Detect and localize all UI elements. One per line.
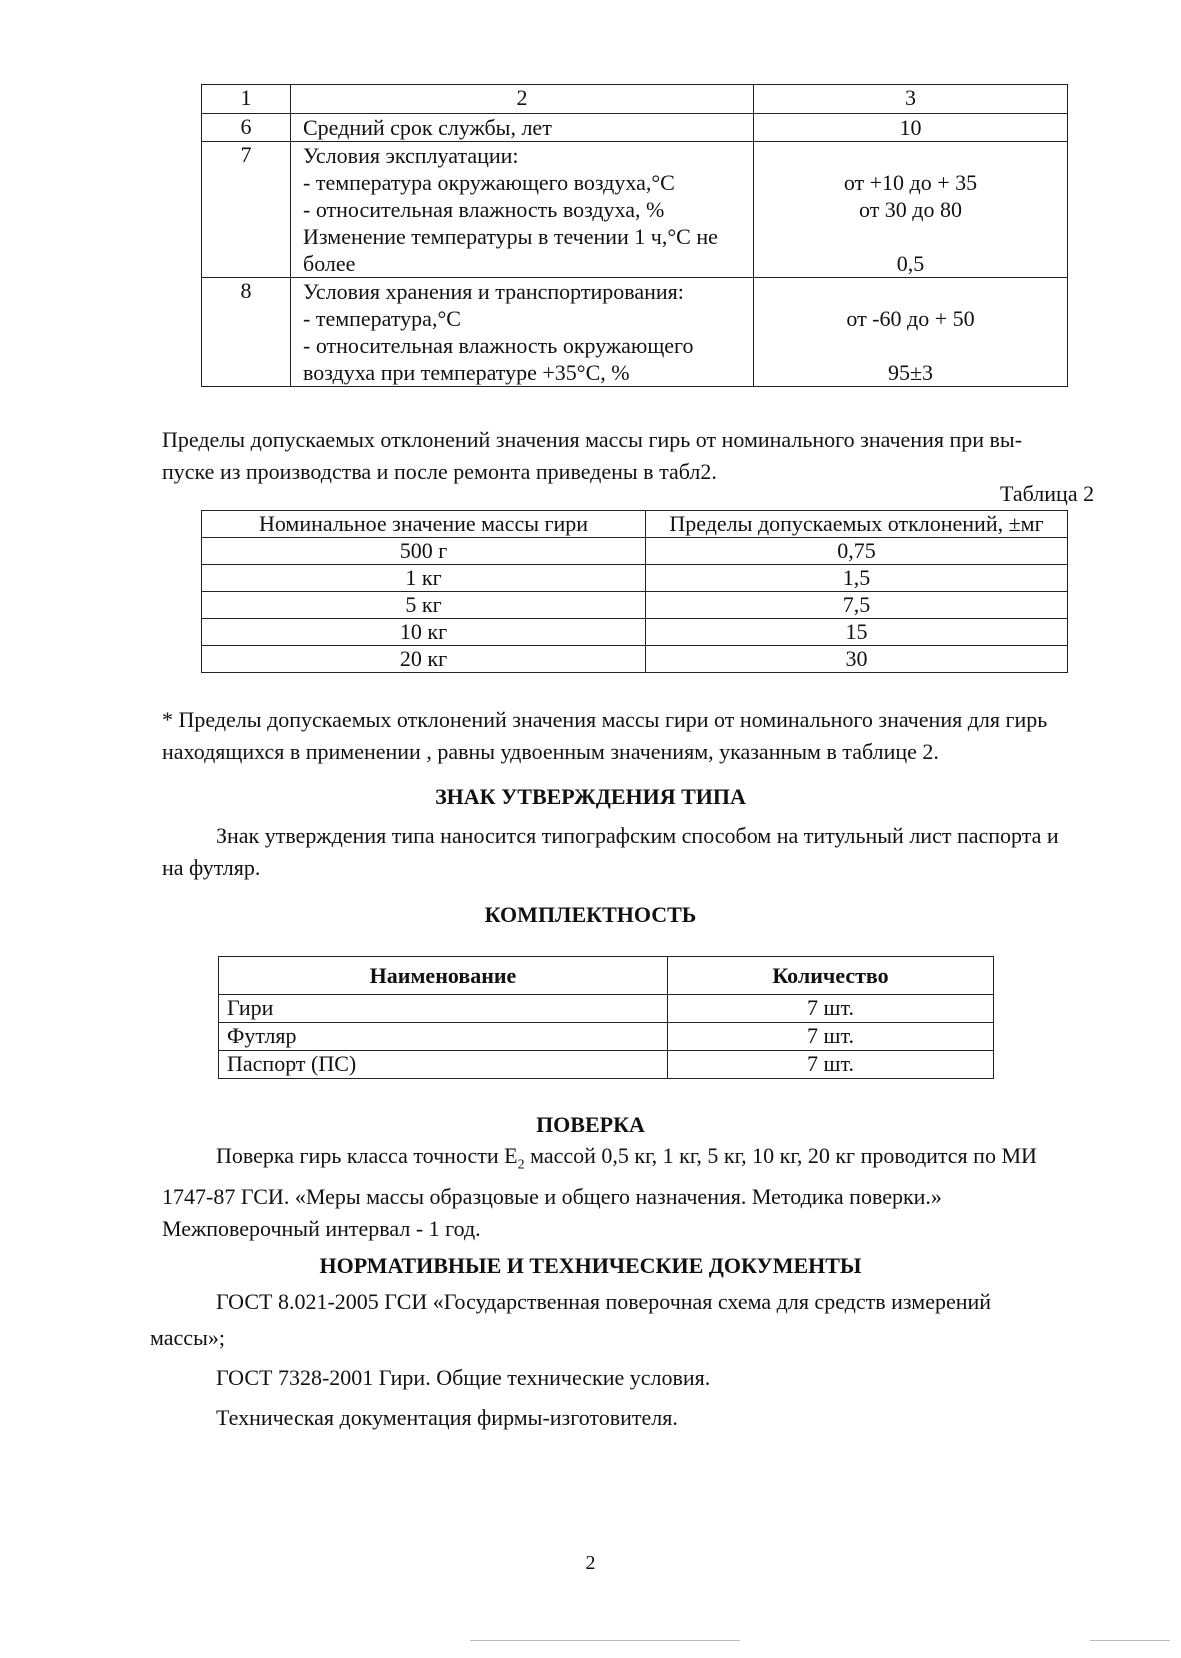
deviation-paragraph (162, 424, 1022, 488)
note-paragraph (162, 704, 1047, 768)
specs-table (201, 84, 1068, 387)
table-cell: 500 г (202, 538, 646, 565)
row-description (291, 142, 754, 278)
paragraph-line: * Пределы допускаемых отклонений значения массы гири от номинального значения для гирь (162, 707, 1048, 732)
value-line: 95±3 (887, 360, 934, 385)
row-description (291, 278, 754, 387)
header-cell: 2 (291, 85, 754, 114)
value-line: от +10 до + 35 (843, 170, 978, 195)
completeness-table (218, 956, 994, 1079)
header-cell: Количество (668, 957, 994, 995)
value-line (754, 223, 1067, 250)
table-cell: Паспорт (ПС) (219, 1051, 668, 1079)
paragraph-line: Межповерочный интервал - 1 год. (162, 1216, 481, 1242)
paragraph-line: Знак утверждения типа наносится типографским способом на титульный лист паспорта и (216, 823, 1059, 848)
paragraph-line (162, 1140, 1037, 1181)
text-line: - относительная влажность воздуха, % (303, 197, 665, 222)
row-number: 6 (202, 114, 291, 142)
value-line (754, 278, 1067, 305)
text-line: Условия эксплуатации: (303, 143, 519, 168)
table-row (202, 565, 1068, 592)
table-cell: 7 шт. (668, 1023, 994, 1051)
table-row (219, 1023, 994, 1051)
section-heading-normative: НОРМАТИВНЫЕ И ТЕХНИЧЕСКИЕ ДОКУМЕНТЫ (319, 1253, 862, 1278)
text-line: - температура,°С (303, 306, 461, 331)
table-cell: 0,75 (646, 538, 1068, 565)
row-value (754, 278, 1068, 387)
table-row (202, 646, 1068, 673)
text-segment: массой 0,5 кг, 1 кг, 5 кг, 10 кг, 20 кг проводится по МИ (524, 1143, 1037, 1168)
value-line (754, 332, 1067, 359)
header-cell: 1 (202, 85, 291, 114)
text-line: воздуха при температуре +35°С, % (303, 360, 630, 385)
text-line: Изменение температуры в течении 1 ч,°С не (303, 224, 718, 249)
table-cell: Футляр (219, 1023, 668, 1051)
section-heading-type-approval: ЗНАК УТВЕРЖДЕНИЯ ТИПА (435, 784, 746, 809)
paragraph-line: массы»; (150, 1325, 225, 1350)
table-cell: 7,5 (646, 592, 1068, 619)
table-cell: 5 кг (202, 592, 646, 619)
table-cell: 7 шт. (668, 995, 994, 1023)
table-row (202, 619, 1068, 646)
table-header-row (202, 511, 1068, 538)
section-heading-completeness: КОМПЛЕКТНОСТЬ (484, 902, 697, 927)
table-cell: 1 кг (202, 565, 646, 592)
row-value (754, 114, 1068, 142)
paragraph-line: Пределы допускаемых отклонений значения массы гирь от номинального значения при вы- (162, 427, 1023, 452)
value-line: от -60 до + 50 (846, 306, 975, 331)
mass-deviation-table (201, 510, 1068, 673)
page-number: 2 (585, 1552, 596, 1574)
table-header-row (219, 957, 994, 995)
table-row (202, 142, 1068, 278)
paragraph-line: пуске из производства и после ремонта приведены в табл2. (162, 459, 717, 484)
table-cell: 30 (646, 646, 1068, 673)
table-header-row (202, 85, 1068, 114)
row-description (291, 114, 754, 142)
table-cell: 7 шт. (668, 1051, 994, 1079)
paragraph-line: ГОСТ 8.021-2005 ГСИ «Государственная поверочная схема для средств измерений (216, 1289, 992, 1314)
value-line (754, 142, 1067, 169)
value-line: от 30 до 80 (858, 197, 963, 222)
row-number: 8 (202, 278, 291, 387)
text-line: Условия хранения и транспортирования: (303, 279, 684, 304)
table-row (219, 1051, 994, 1079)
row-value (754, 142, 1068, 278)
table-cell: 20 кг (202, 646, 646, 673)
paragraph-line: находящихся в применении , равны удвоенным значениям, указанным в таблице 2. (162, 739, 939, 764)
type-approval-paragraph (162, 820, 1059, 884)
header-cell: 3 (754, 85, 1068, 114)
paragraph-line: ГОСТ 7328-2001 Гири. Общие технические условия. (216, 1365, 711, 1390)
text-line: более (303, 251, 356, 276)
text-segment: Поверка гирь класса точности Е (216, 1143, 518, 1168)
table-row (202, 114, 1068, 142)
text-line: - температура окружающего воздуха,°С (303, 170, 675, 195)
value-line: 0,5 (896, 251, 925, 276)
table-row (219, 995, 994, 1023)
table-cell: 1,5 (646, 565, 1068, 592)
header-cell: Наименование (219, 957, 668, 995)
normative-paragraph (150, 1284, 991, 1436)
section-heading-verification: ПОВЕРКА (536, 1112, 645, 1137)
text-line: Средний срок службы, лет (303, 115, 552, 140)
value-line: 10 (899, 115, 922, 140)
paragraph-line: Техническая документация фирмы-изготовителя. (216, 1405, 678, 1430)
header-cell: Пределы допускаемых отклонений, ±мг (646, 511, 1068, 538)
table-cell: 15 (646, 619, 1068, 646)
paragraph-line: 1747-87 ГСИ. «Меры массы образцовые и общего назначения. Методика поверки.» (162, 1184, 942, 1210)
scan-artifact-line (470, 1640, 740, 1641)
table-row (202, 592, 1068, 619)
table-cell: 10 кг (202, 619, 646, 646)
paragraph-line: на футляр. (162, 855, 261, 880)
text-line: - относительная влажность окружающего (303, 333, 694, 358)
table-row (202, 538, 1068, 565)
header-cell: Номинальное значение массы гири (202, 511, 646, 538)
table-caption: Таблица 2 (1000, 481, 1095, 506)
verification-paragraph (162, 1140, 1037, 1245)
scan-artifact-line (1090, 1640, 1170, 1641)
table-row (202, 278, 1068, 387)
subscript: 2 (517, 1157, 525, 1173)
table-cell: Гири (219, 995, 668, 1023)
row-number: 7 (202, 142, 291, 278)
